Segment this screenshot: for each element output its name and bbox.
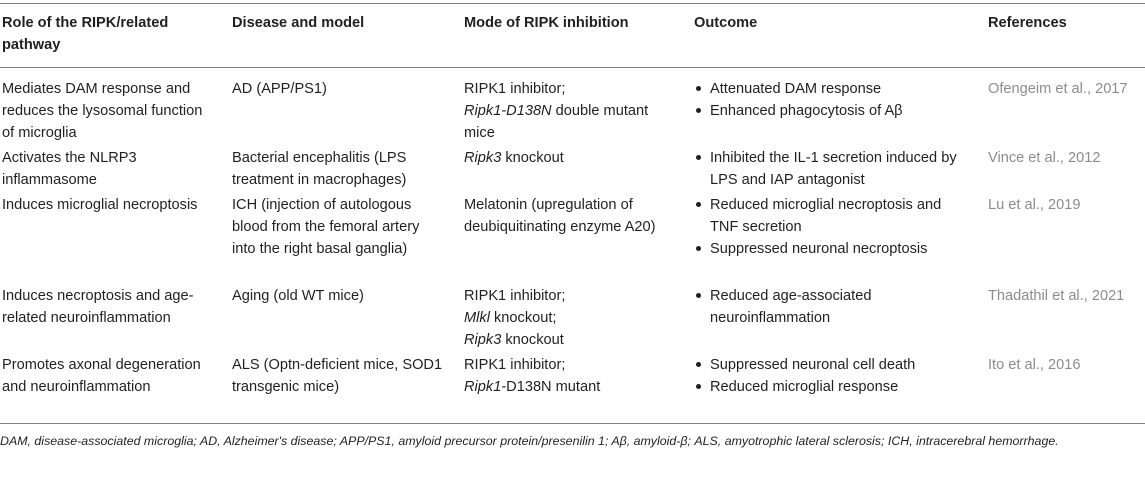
- row1-disease: AD (APP/PS1): [232, 81, 327, 97]
- table-bottom-rule: [0, 423, 1145, 424]
- outcome-item: Reduced microglial necroptosis and TNF secretion: [694, 194, 954, 238]
- outcome-item: Suppressed neuronal cell death: [694, 354, 964, 376]
- table-top-rule: [0, 3, 1145, 4]
- header-bottom-rule: [0, 67, 1145, 68]
- outcome-item: Reduced age-associated neuroinflammation: [694, 285, 924, 329]
- header-outcome: Outcome: [694, 15, 758, 31]
- header-references: References: [988, 15, 1067, 31]
- outcome-item: Inhibited the IL-1 secretion induced by LPS and IAP antagonist: [694, 147, 964, 191]
- outcome-item: Reduced microglial response: [694, 376, 964, 398]
- row1-reference: Ofengeim et al., 2017: [988, 81, 1128, 97]
- row3-role: Induces microglial necroptosis: [2, 197, 198, 213]
- row4-mode: RIPK1 inhibitor; Mlkl knockout; Ripk3 knockout: [464, 288, 566, 348]
- row3-disease: ICH (injection of autologous blood from the femoral artery into the right basal ganglia): [232, 197, 420, 257]
- outcome-item: Attenuated DAM response: [694, 78, 964, 100]
- row3-outcome: [694, 194, 954, 260]
- header-mode: Mode of RIPK inhibition: [464, 15, 629, 31]
- outcome-item: Enhanced phagocytosis of Aβ: [694, 100, 964, 122]
- row2-disease: Bacterial encephalitis (LPS treatment in macrophages): [232, 150, 407, 188]
- header-disease: Disease and model: [232, 15, 365, 31]
- row3-mode: Melatonin (upregulation of deubiquitinating enzyme A20): [464, 197, 656, 235]
- row2-mode: Ripk3 knockout: [464, 150, 564, 166]
- header-role: Role of the RIPK/related pathway: [2, 15, 169, 53]
- row2-outcome: [694, 147, 964, 191]
- outcome-item: Suppressed neuronal necroptosis: [694, 238, 954, 260]
- row2-reference: Vince et al., 2012: [988, 150, 1101, 166]
- row1-mode: RIPK1 inhibitor; Ripk1-D138N double mutant mice: [464, 81, 649, 141]
- row1-outcome: [694, 78, 964, 122]
- row4-reference: Thadathil et al., 2021: [988, 288, 1125, 304]
- row4-outcome: [694, 285, 924, 329]
- row2-role: Activates the NLRP3 inflammasome: [2, 150, 137, 188]
- row5-role: Promotes axonal degeneration and neuroinflammation: [2, 357, 201, 395]
- row1-role: Mediates DAM response and reduces the lysosomal function of microglia: [2, 81, 203, 141]
- row5-reference: Ito et al., 2016: [988, 357, 1081, 373]
- row5-outcome: [694, 354, 964, 398]
- row5-disease: ALS (Optn-deficient mice, SOD1 transgenic mice): [232, 357, 443, 395]
- row5-mode: RIPK1 inhibitor; Ripk1-D138N mutant: [464, 357, 601, 395]
- table-footnote: DAM, disease-associated microglia; AD, Alzheimer's disease; APP/PS1, amyloid precursor protein/presenilin 1; Aβ, amyloid-β; ALS, amyotrophic lateral sclerosis; ICH, intracerebral hemorrhage.: [0, 434, 1059, 448]
- row4-disease: Aging (old WT mice): [232, 288, 364, 304]
- row3-reference: Lu et al., 2019: [988, 197, 1081, 213]
- row4-role: Induces necroptosis and age-related neuroinflammation: [2, 288, 194, 326]
